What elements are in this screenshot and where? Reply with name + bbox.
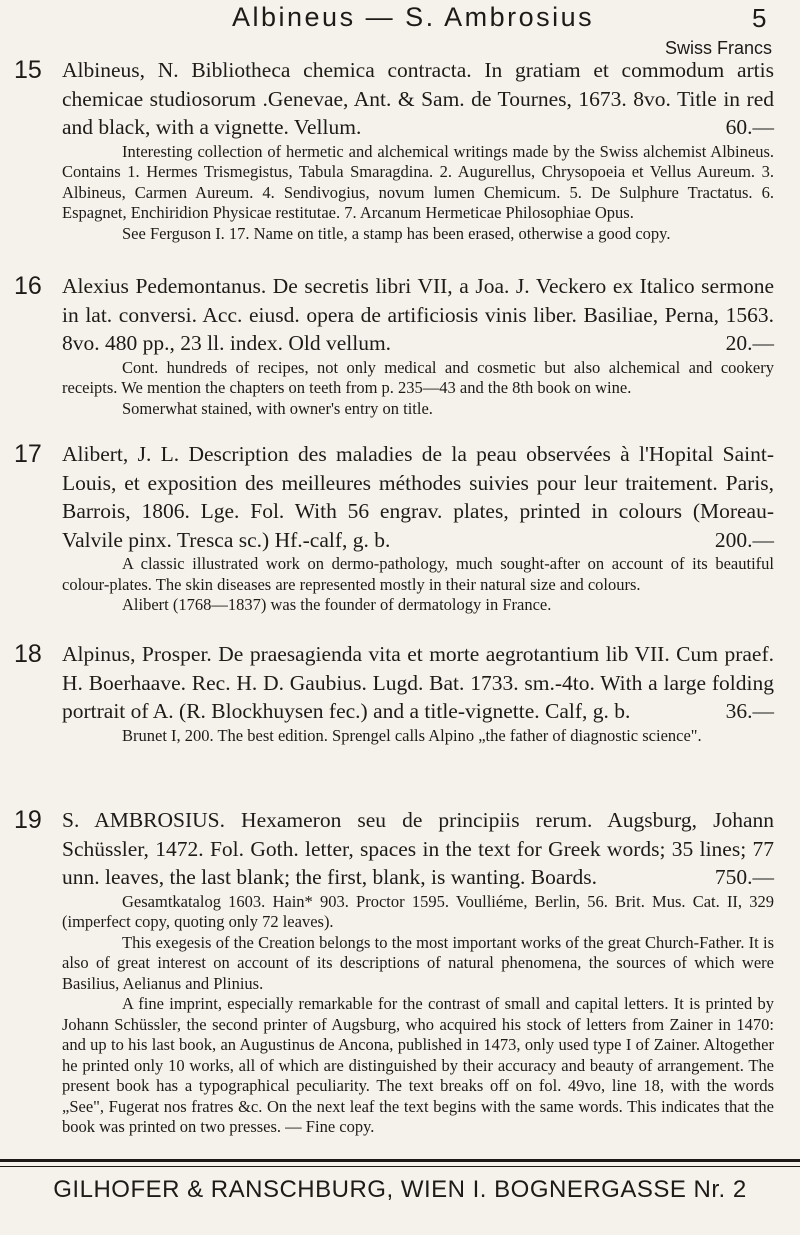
entry-number: 16 [14, 272, 42, 300]
entry-number: 19 [14, 806, 42, 834]
running-title: Albineus — S. Ambrosius [232, 2, 595, 32]
entry-note: Alibert (1768—1837) was the founder of dermatology in France. [122, 595, 552, 614]
entry-number: 17 [14, 440, 42, 468]
entry-note: This exegesis of the Creation belongs to the most important works of the great Church-Father. It is also of great interest on account of its descriptions of natural phenomena, the sources of which were Basilius, Aelianus and Plinius. [62, 932, 774, 993]
entry-price: 750.— [714, 865, 774, 889]
entry-number: 18 [14, 640, 42, 668]
entry-description: S. AMBROSIUS. Hexameron seu de principiis rerum. Augsburg, Johann Schüssler, 1472. Fol. Goth. letter, spaces in the text for Greek words; 35 lines; 77 unn. leaves, the last blank; the first, blank, is wanting. Boards. [62, 808, 774, 889]
entry-note: A fine imprint, especially remarkable for the contrast of small and capital letters. It is printed by Johann Schüssler, the second printer of Augsburg, who acquired his stock of letters from Zainer in 1470: and up to his last book, an Augustinus de Ancona, published in 1473, only used type I of Zainer. Altogether he printed only 10 works, all of which are distinguished by their accuracy and beauty of arrangement. The present book has a typographical peculiarity. The text breaks off on fol. 49vo, line 18, with the words „See", Fugerat nos fratres &c. On the next leaf the text begins with the same words. This indicates that the book was printed on two presses. — Fine copy. [62, 994, 774, 1136]
entry-description: Alexius Pedemontanus. De secretis libri VII, a Joa. J. Veckero ex Italico sermone in lat. conversi. Acc. eiusd. opera de artificiosis vinis liber. Basiliae, Perna, 1563. 8vo. 480 pp., 23 ll. index. Old vellum. [62, 274, 774, 355]
entry-body [62, 806, 774, 1138]
entry-price: 200.— [714, 527, 774, 552]
entry-price: 60.— [725, 115, 774, 139]
entry-note: Brunet I, 200. The best edition. Sprengel calls Alpino „the father of diagnostic science". [122, 725, 702, 745]
entry-number: 15 [14, 56, 42, 84]
entry-body [62, 440, 774, 616]
entry-body [62, 640, 774, 746]
entry-note: Interesting collection of hermetic and alchemical writings made by the Swiss alchemist Albineus. Contains 1. Hermes Trismegistus, Tabula Smaragdina. 2. Augurellus, Chrysopoeia et Vellus Aureum. 3. Albineus, Carmen Aureum. 4. Sendivogius, novum lumen Chemicum. 5. De Sulphure Tractatus. 6. Espagnet, Enchiridion Physicae restitutae. 7. Arcanum Hermeticae Philosophiae Opus. [62, 141, 774, 222]
entry-note: A classic illustrated work on dermo-pathology, much sought-after on account of its beautiful colour-plates. The skin diseases are represented mostly in their natural size and colours. [62, 554, 774, 594]
entry-price: 36.— [725, 699, 774, 723]
entry-note: Cont. hundreds of recipes, not only medical and cosmetic but also alchemical and cookery receipts. We mention the chapters on teeth from p. 235—43 and the 8th book on wine. [62, 357, 774, 397]
entry-note: Gesamtkatalog 1603. Hain* 903. Proctor 1595. Voulliéme, Berlin, 56. Brit. Mus. Cat. II, 329 (imperfect copy, quoting only 72 leaves). [62, 891, 774, 931]
entry-body [62, 56, 774, 244]
entry-description: Alibert, J. L. Description des maladies de la peau observées à l'Hopital Saint-Louis, et exposition des meilleures méthodes suivies pour leur traitement. Paris, Barrois, 1806. Lge. Fol. With 56 engrav. plates, printed in colours (Moreau-Valvile pinx. Tresca sc.) Hf.-calf, g. b. [62, 442, 774, 552]
entry-description: Albineus, N. Bibliotheca chemica contracta. In gratiam et commodum artis chemicae studiosorum .Genevae, Ant. & Sam. de Tournes, 1673. 8vo. Title in red and black, with a vignette. Vellum. [62, 58, 774, 139]
entry-note: Somerwhat stained, with owner's entry on title. [122, 398, 433, 418]
footer-rule [0, 1159, 800, 1162]
page-number: 5 [752, 3, 767, 33]
currency-label: Swiss Francs [664, 38, 772, 58]
entry-note: See Ferguson I. 17. Name on title, a stamp has been erased, otherwise a good copy. [122, 223, 671, 243]
running-head [0, 0, 800, 40]
entry-description: Alpinus, Prosper. De praesagienda vita et morte aegrotantium lib VII. Cum praef. H. Boerhaave. Rec. H. D. Gaubius. Lugd. Bat. 1733. sm.-4to. With a large folding portrait of A. (R. Blockhuysen fec.) and a title-vignette. Calf, g. b. [62, 642, 774, 723]
entry-price: 20.— [725, 331, 774, 355]
footer-rule [0, 1166, 800, 1167]
publisher-footer: GILHOFER & RANSCHBURG, WIEN I. BOGNERGASSE Nr. 2 [53, 1176, 747, 1203]
entry-body [62, 272, 774, 419]
